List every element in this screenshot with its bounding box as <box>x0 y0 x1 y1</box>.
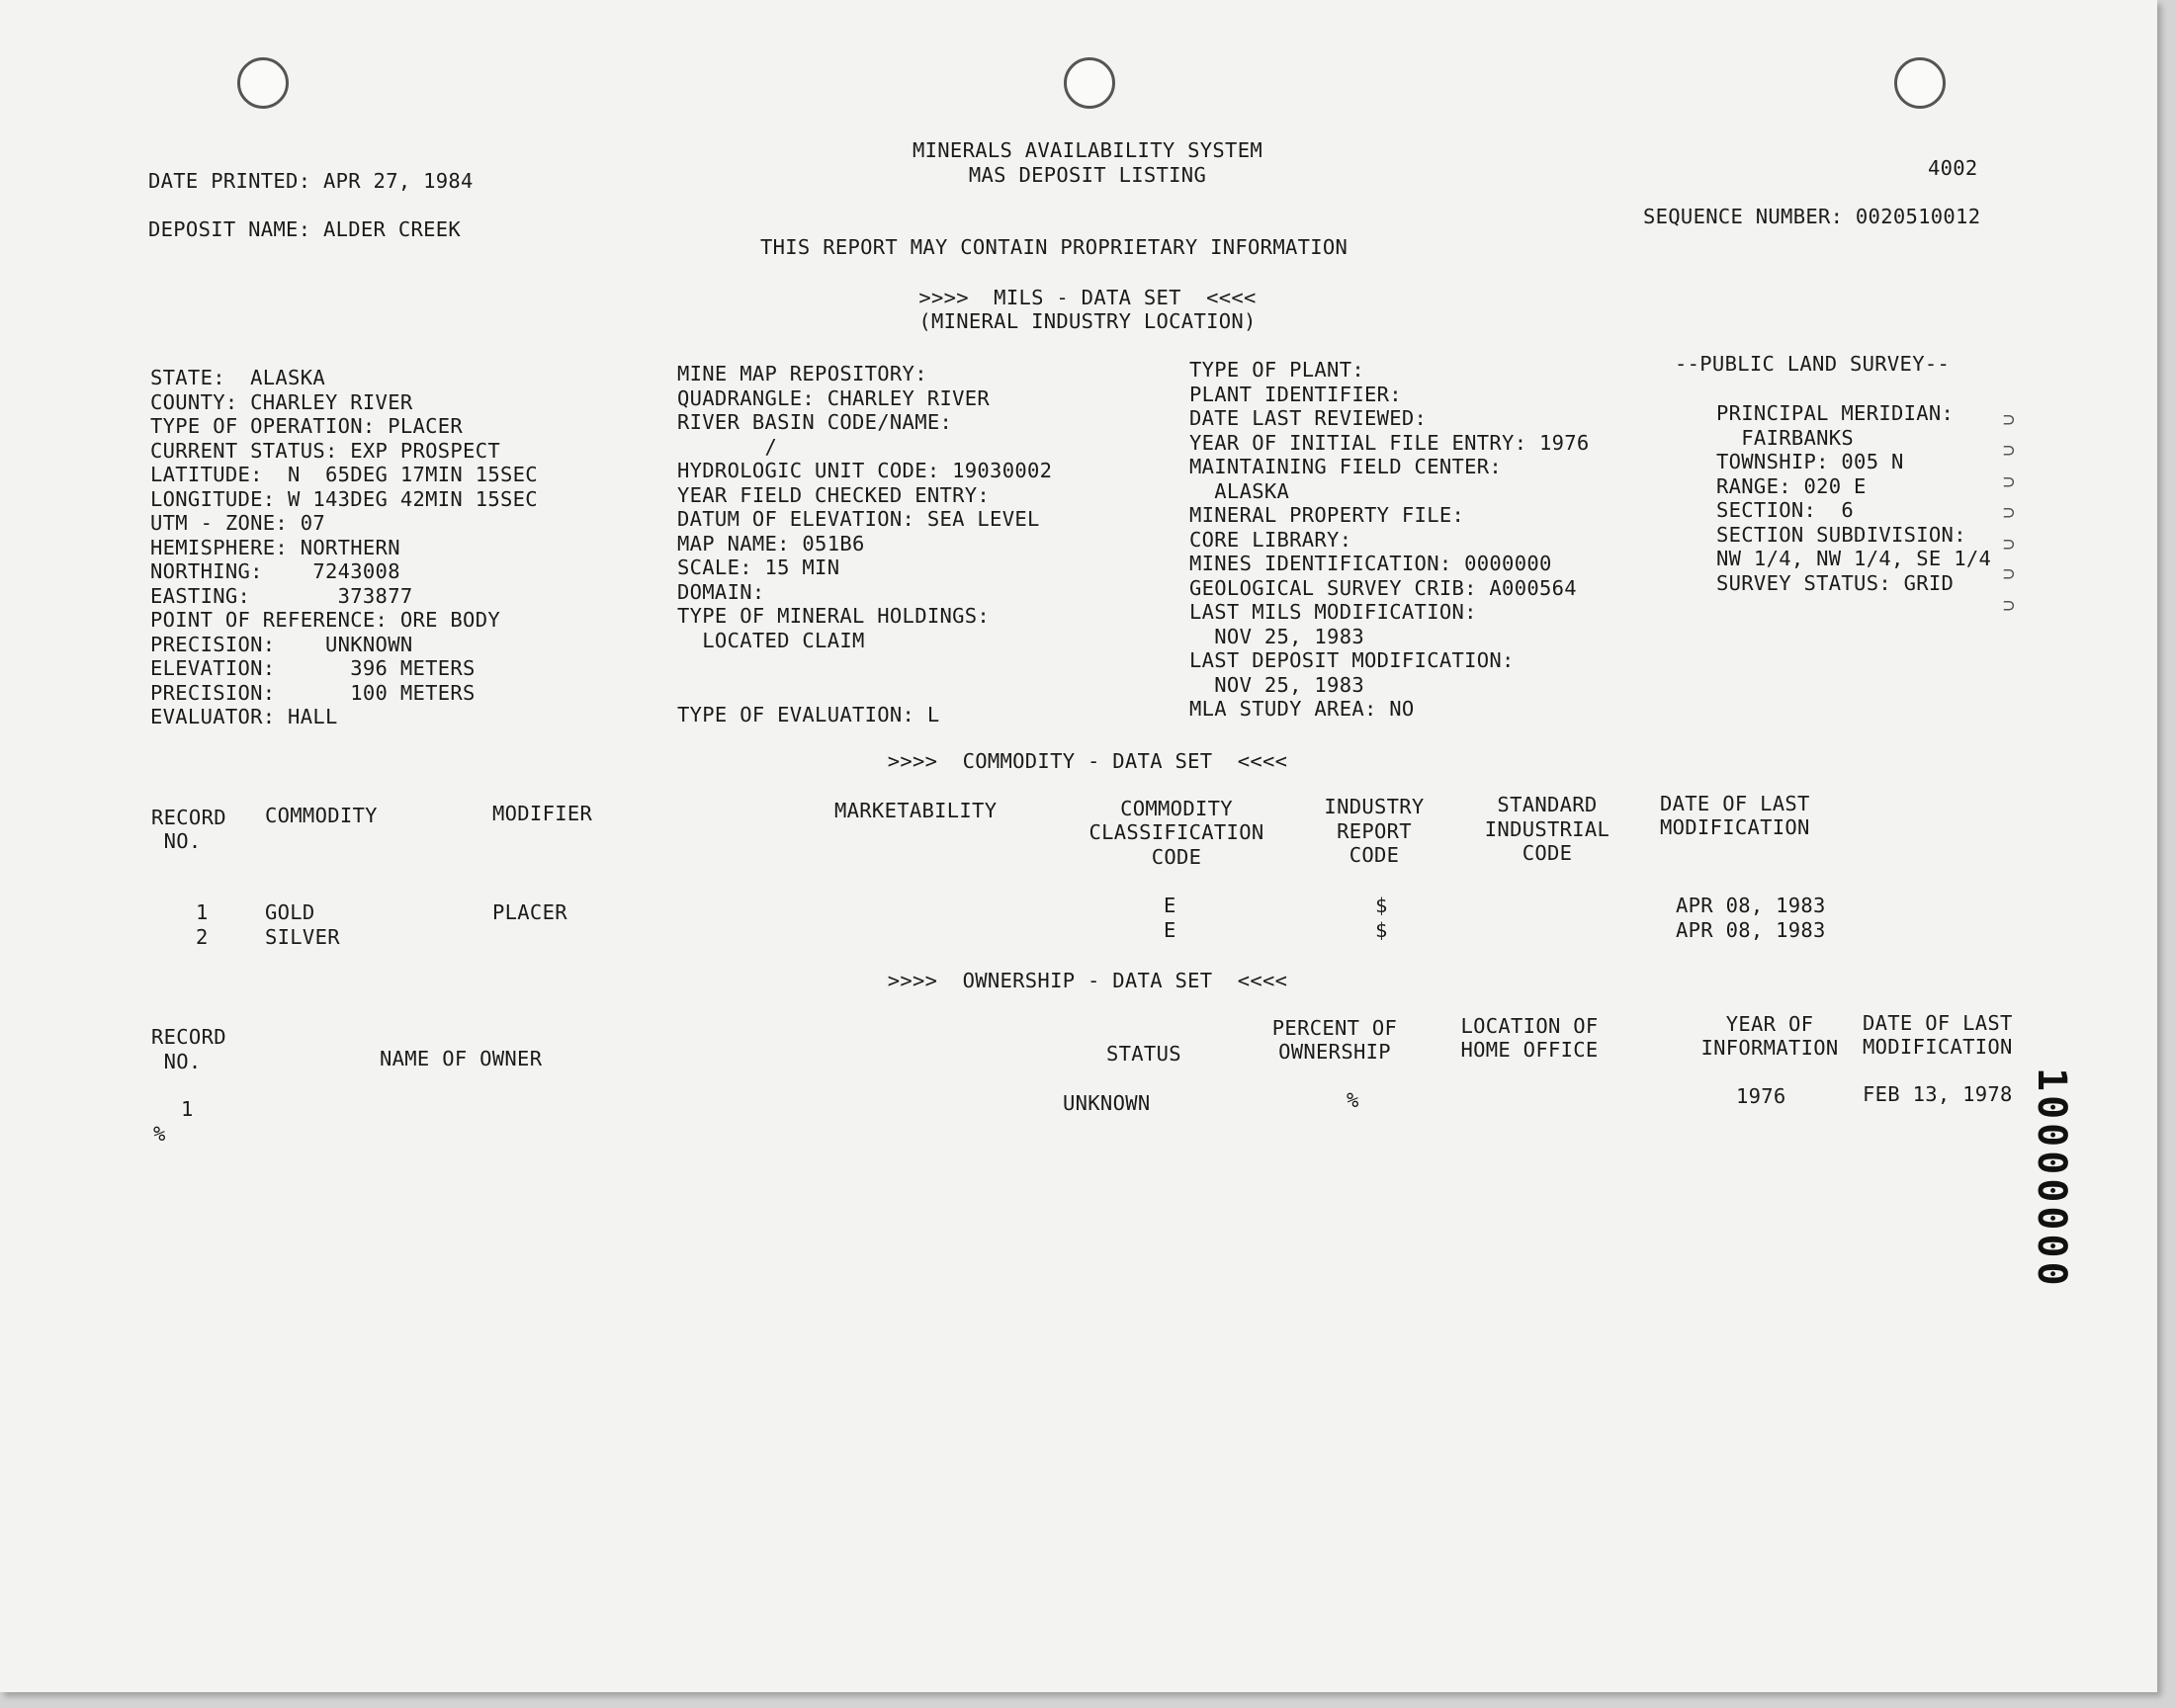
ownership-title: >>>> OWNERSHIP - DATA SET <<<< <box>887 969 1288 992</box>
admin-field: LAST MILS MODIFICATION: <box>1189 600 1477 624</box>
punch-hole <box>237 57 289 109</box>
commodity-header-industry-3: CODE <box>1348 843 1400 867</box>
location-field: EVALUATOR: HALL <box>150 705 338 728</box>
survey-field: PRINCIPAL MERIDIAN: <box>1716 401 1955 425</box>
public-land-survey-title: --PUBLIC LAND SURVEY-- <box>1675 352 1951 376</box>
commodity-header-classification-2: CLASSIFICATION <box>1088 820 1264 844</box>
admin-field: MINERAL PROPERTY FILE: <box>1189 503 1465 527</box>
admin-field: DATE LAST REVIEWED: <box>1189 406 1428 430</box>
ownership-status: UNKNOWN <box>1063 1091 1151 1115</box>
map-field: LOCATED CLAIM <box>677 628 865 652</box>
ownership-percent: % <box>1347 1088 1359 1112</box>
proprietary-notice: THIS REPORT MAY CONTAIN PROPRIETARY INFORMATION <box>760 235 1348 259</box>
location-field: COUNTY: CHARLEY RIVER <box>150 389 413 414</box>
commodity-header-sic-1: STANDARD <box>1497 793 1598 816</box>
admin-field: MINES IDENTIFICATION: 0000000 <box>1189 552 1552 575</box>
commodity-header-marketability: MARKETABILITY <box>834 799 998 822</box>
mils-subtitle: (MINERAL INDUSTRY LOCATION) <box>918 309 1257 333</box>
admin-field: PLANT IDENTIFIER: <box>1189 382 1402 406</box>
scan-mark: ⊃ <box>2003 438 2016 462</box>
ownership-header-status: STATUS <box>1106 1042 1181 1066</box>
commodity-name: SILVER <box>265 925 340 949</box>
commodity-classification-code: E <box>1164 918 1176 942</box>
location-field: ELEVATION: 396 METERS <box>150 656 476 680</box>
survey-field: SECTION: 6 <box>1716 498 1855 522</box>
location-field: HEMISPHERE: NORTHERN <box>150 535 400 559</box>
sequence-number: SEQUENCE NUMBER: 0020510012 <box>1643 205 1981 228</box>
admin-field: LAST DEPOSIT MODIFICATION: <box>1189 648 1515 672</box>
commodity-last-modification: APR 08, 1983 <box>1676 894 1826 917</box>
location-field: NORTHING: 7243008 <box>150 559 400 583</box>
commodity-header-sic-3: CODE <box>1522 841 1573 865</box>
admin-field: NOV 25, 1983 <box>1189 672 1364 697</box>
map-field: QUADRANGLE: CHARLEY RIVER <box>677 385 991 410</box>
admin-field: CORE LIBRARY: <box>1189 527 1352 552</box>
ownership-last-modification: FEB 13, 1978 <box>1863 1082 2013 1106</box>
survey-field: TOWNSHIP: 005 N <box>1716 450 1904 473</box>
survey-field: SECTION SUBDIVISION: <box>1716 522 1966 547</box>
commodity-header-lastmod-2: MODIFICATION <box>1660 815 1810 839</box>
map-field: RIVER BASIN CODE/NAME: <box>677 410 953 434</box>
admin-field: MAINTAINING FIELD CENTER: <box>1189 455 1503 478</box>
margin-tracking-code: 10000000 <box>2029 1068 2074 1290</box>
date-printed: DATE PRINTED: APR 27, 1984 <box>148 169 474 193</box>
location-field: PRECISION: 100 METERS <box>150 680 476 705</box>
admin-field: MLA STUDY AREA: NO <box>1189 697 1415 721</box>
scan-mark: ⊃ <box>2003 407 2016 431</box>
commodity-record-number: 2 <box>196 925 209 949</box>
scan-mark: ⊃ <box>2003 561 2016 585</box>
mils-title: >>>> MILS - DATA SET <<<< <box>918 286 1257 309</box>
ownership-year: 1976 <box>1736 1084 1786 1108</box>
admin-field: TYPE OF PLANT: <box>1189 358 1364 382</box>
punch-hole <box>1894 57 1946 109</box>
map-field: YEAR FIELD CHECKED ENTRY: <box>677 482 991 507</box>
commodity-classification-code: E <box>1164 894 1176 917</box>
ownership-header-location-1: LOCATION OF <box>1460 1014 1599 1038</box>
ownership-header-percent-2: OWNERSHIP <box>1278 1040 1391 1064</box>
scan-mark: ⊃ <box>2003 532 2016 555</box>
admin-field: GEOLOGICAL SURVEY CRIB: A000564 <box>1189 575 1577 600</box>
ownership-header-year-2: INFORMATION <box>1700 1036 1839 1060</box>
commodity-header-classification-3: CODE <box>1151 845 1202 869</box>
type-of-evaluation: TYPE OF EVALUATION: L <box>677 703 940 726</box>
ownership-header-owner: NAME OF OWNER <box>380 1047 543 1070</box>
ownership-header-year-1: YEAR OF <box>1725 1012 1814 1036</box>
punch-hole <box>1064 57 1115 109</box>
system-title: MINERALS AVAILABILITY SYSTEM <box>913 138 1262 162</box>
commodity-header-commodity: COMMODITY <box>265 804 378 827</box>
ownership-header-record-no: NO. <box>151 1050 202 1073</box>
deposit-name: DEPOSIT NAME: ALDER CREEK <box>148 217 462 241</box>
ownership-header-record: RECORD <box>151 1025 226 1049</box>
ownership-record-number: 1 <box>181 1097 194 1121</box>
survey-field: NW 1/4, NW 1/4, SE 1/4 <box>1716 547 1992 570</box>
page-number: 4002 <box>1928 156 1978 180</box>
survey-field: RANGE: 020 E <box>1716 473 1867 498</box>
ownership-header-location-2: HOME OFFICE <box>1460 1038 1599 1062</box>
commodity-header-sic-2: INDUSTRIAL <box>1484 817 1610 841</box>
commodity-header-record: RECORD <box>151 806 226 829</box>
commodity-name: GOLD <box>265 900 315 924</box>
listing-title: MAS DEPOSIT LISTING <box>968 163 1207 187</box>
commodity-last-modification: APR 08, 1983 <box>1676 918 1826 942</box>
map-field: MAP NAME: 051B6 <box>677 531 865 555</box>
ownership-header-percent-1: PERCENT OF <box>1271 1016 1398 1040</box>
admin-field: YEAR OF INITIAL FILE ENTRY: 1976 <box>1189 430 1590 455</box>
ownership-header-lastmod-2: MODIFICATION <box>1863 1035 2013 1059</box>
commodity-header-industry-1: INDUSTRY <box>1324 795 1425 818</box>
map-field: DATUM OF ELEVATION: SEA LEVEL <box>677 507 1040 531</box>
location-field: LATITUDE: N 65DEG 17MIN 15SEC <box>150 463 538 486</box>
commodity-header-industry-2: REPORT <box>1337 819 1412 843</box>
location-field: EASTING: 373877 <box>150 583 413 608</box>
location-field: UTM - ZONE: 07 <box>150 511 325 535</box>
scan-mark: ⊃ <box>2003 593 2016 617</box>
scan-mark: ⊃ <box>2003 470 2016 493</box>
map-field: DOMAIN: <box>677 579 765 604</box>
admin-field: NOV 25, 1983 <box>1189 624 1364 648</box>
commodity-header-record-no: NO. <box>151 829 202 853</box>
ownership-extra-percent: % <box>153 1122 166 1146</box>
commodity-modifier: PLACER <box>492 900 567 924</box>
admin-field: ALASKA <box>1189 478 1290 503</box>
commodity-industry-report-code: $ <box>1375 894 1388 917</box>
location-field: POINT OF REFERENCE: ORE BODY <box>150 608 500 632</box>
commodity-title: >>>> COMMODITY - DATA SET <<<< <box>887 749 1288 773</box>
map-field: TYPE OF MINERAL HOLDINGS: <box>677 604 991 628</box>
map-field: HYDROLOGIC UNIT CODE: 19030002 <box>677 459 1053 482</box>
scan-mark: ⊃ <box>2003 500 2016 524</box>
map-field: / <box>677 434 778 459</box>
location-field: STATE: ALASKA <box>150 366 325 389</box>
survey-field: FAIRBANKS <box>1716 425 1855 450</box>
map-field: MINE MAP REPOSITORY: <box>677 362 927 385</box>
commodity-header-modifier: MODIFIER <box>492 802 593 825</box>
map-field: SCALE: 15 MIN <box>677 555 840 579</box>
commodity-industry-report-code: $ <box>1375 918 1388 942</box>
location-field: CURRENT STATUS: EXP PROSPECT <box>150 438 500 463</box>
commodity-record-number: 1 <box>196 900 209 924</box>
location-field: TYPE OF OPERATION: PLACER <box>150 414 464 438</box>
commodity-header-lastmod-1: DATE OF LAST <box>1660 792 1810 815</box>
commodity-header-classification-1: COMMODITY <box>1120 797 1233 820</box>
location-field: PRECISION: UNKNOWN <box>150 632 413 656</box>
ownership-header-lastmod-1: DATE OF LAST <box>1863 1011 2013 1035</box>
location-field: LONGITUDE: W 143DEG 42MIN 15SEC <box>150 486 538 511</box>
survey-field: SURVEY STATUS: GRID <box>1716 570 1955 595</box>
